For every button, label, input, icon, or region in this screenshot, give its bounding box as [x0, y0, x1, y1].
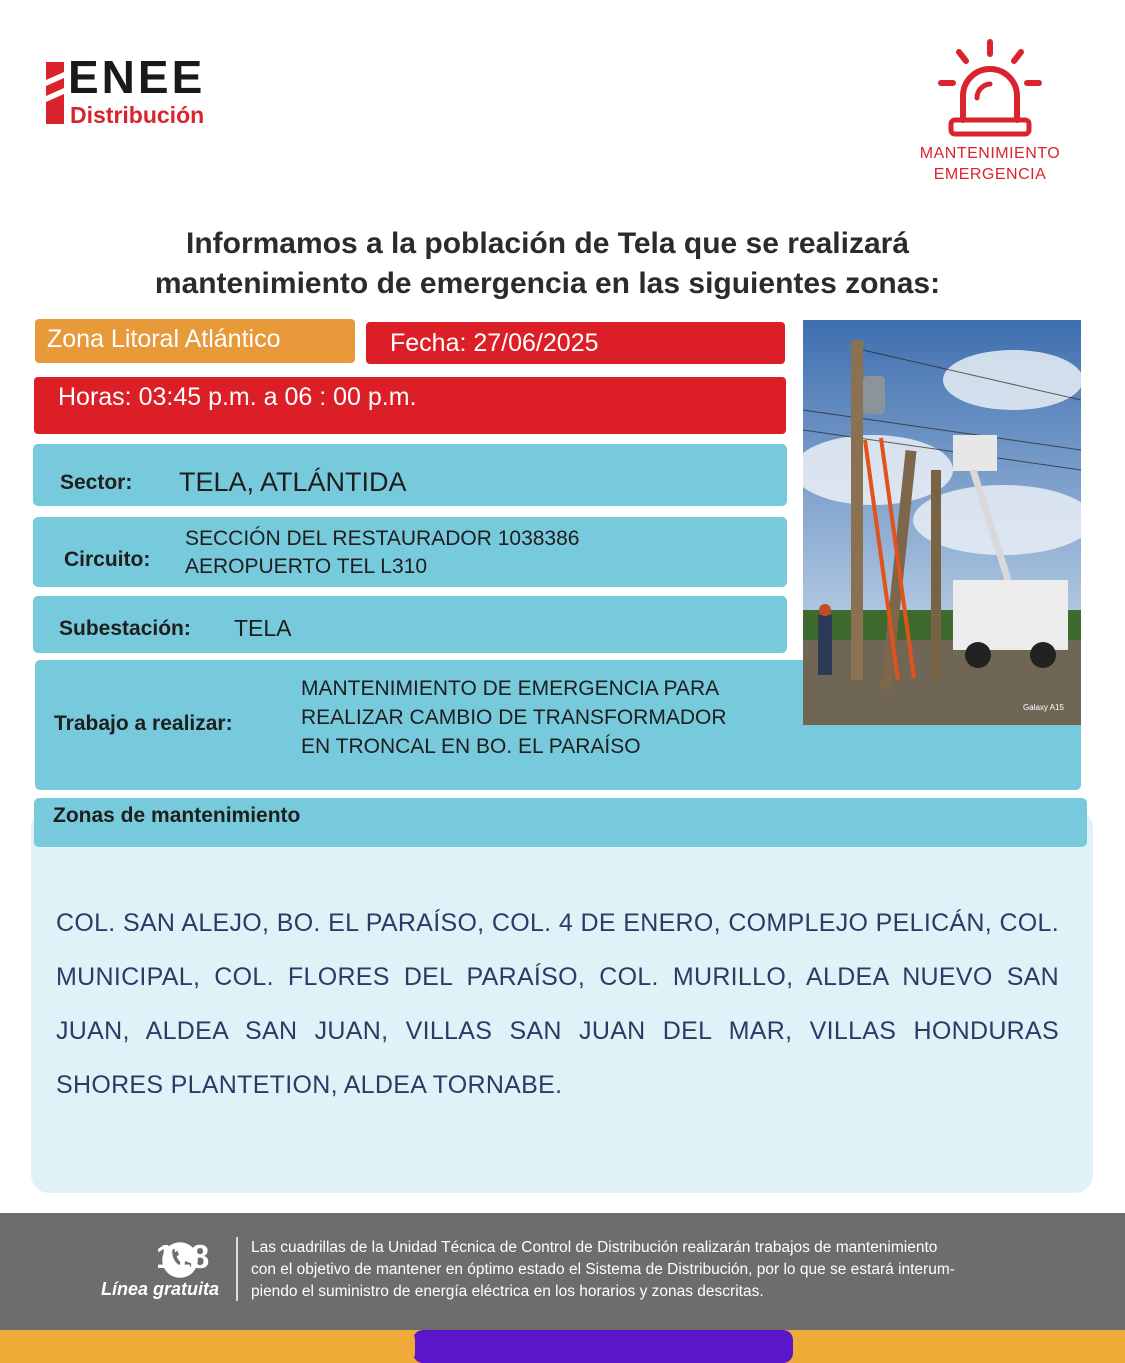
logo-brand: ENEE	[68, 51, 206, 103]
sector-bar	[33, 444, 787, 506]
badge-line1: MANTENIMIENTO	[919, 145, 1061, 162]
work-line1: MANTENIMIENTO DE EMERGENCIA PARA	[301, 677, 720, 700]
date-label: Fecha: 27/06/2025	[390, 329, 599, 357]
enee-logo-mark-icon	[44, 62, 64, 124]
disclaimer-line2: con el objetivo de mantener en óptimo estado el Sistema de Distribución, por lo que se estará interum-	[251, 1261, 955, 1278]
disclaimer	[251, 1237, 1041, 1303]
zone-label: Zona Litoral Atlántico	[47, 325, 281, 353]
heading-line1: Informamos a la población de Tela que se realizará	[185, 227, 910, 260]
field-photo	[803, 320, 1081, 725]
heading-line2: mantenimiento de emergencia en las siguientes zonas:	[154, 267, 941, 300]
utility-pole-photo-icon	[803, 320, 1081, 725]
siren-icon	[935, 38, 1045, 138]
substation-bar	[33, 596, 787, 653]
bottom-stripe-orange-left	[0, 1330, 415, 1363]
enee-logo	[44, 51, 274, 130]
phone-number: 118	[156, 1238, 210, 1275]
circuit-line1: SECCIÓN DEL RESTAURADOR 1038386	[185, 527, 580, 550]
disclaimer-line3: piendo el suministro de energía eléctrica en los horarios y zonas descritas.	[251, 1283, 764, 1300]
substation-value: TELA	[234, 615, 292, 641]
circuit-line2: AEROPUERTO TEL L310	[185, 555, 428, 578]
sector-value: TELA, ATLÁNTIDA	[179, 467, 407, 497]
emergency-badge	[890, 38, 1090, 188]
work-line2: REALIZAR CAMBIO DE TRANSFORMADOR	[301, 706, 727, 729]
free-line-label: Línea gratuita	[101, 1279, 220, 1299]
badge-line2: EMERGENCIA	[933, 166, 1047, 183]
work-line3: EN TRONCAL EN BO. EL PARAÍSO	[301, 735, 641, 758]
work-label: Trabajo a realizar:	[54, 712, 233, 735]
disclaimer-line1: Las cuadrillas de la Unidad Técnica de Control de Distribución realizarán trabajos de mantenimiento	[251, 1239, 938, 1256]
hours-label: Horas: 03:45 p.m. a 06 : 00 p.m.	[58, 383, 417, 411]
sector-label: Sector:	[60, 471, 133, 494]
date-pill	[366, 322, 785, 364]
zones-text: COL. SAN ALEJO, BO. EL PARAÍSO, COL. 4 DE ENERO, COMPLEJO PELICÁN, COL. MUNICIPAL, COL. FLORES DEL PARAÍSO, COL. MURILLO, ALDEA NUEVO SAN JUAN, ALDEA SAN JUAN, VILLAS SAN JUAN DEL MAR, VILLAS HONDURAS SHORES PLANTETION, ALDEA TORNABE.	[56, 909, 1059, 1099]
hours-pill	[34, 377, 786, 434]
zones-header-bar	[34, 798, 1087, 847]
substation-label: Subestación:	[59, 617, 191, 640]
footer-divider	[236, 1237, 238, 1301]
zones-label: Zonas de mantenimiento	[53, 804, 301, 827]
circuit-bar	[33, 517, 787, 587]
circuit-label: Circuito:	[64, 548, 151, 571]
bottom-stripe-purple	[413, 1330, 793, 1363]
logo-subtitle: Distribución	[70, 102, 205, 128]
photo-caption: Galaxy A15	[1023, 703, 1064, 712]
zone-pill	[35, 319, 355, 363]
announcement-heading	[0, 224, 1095, 304]
